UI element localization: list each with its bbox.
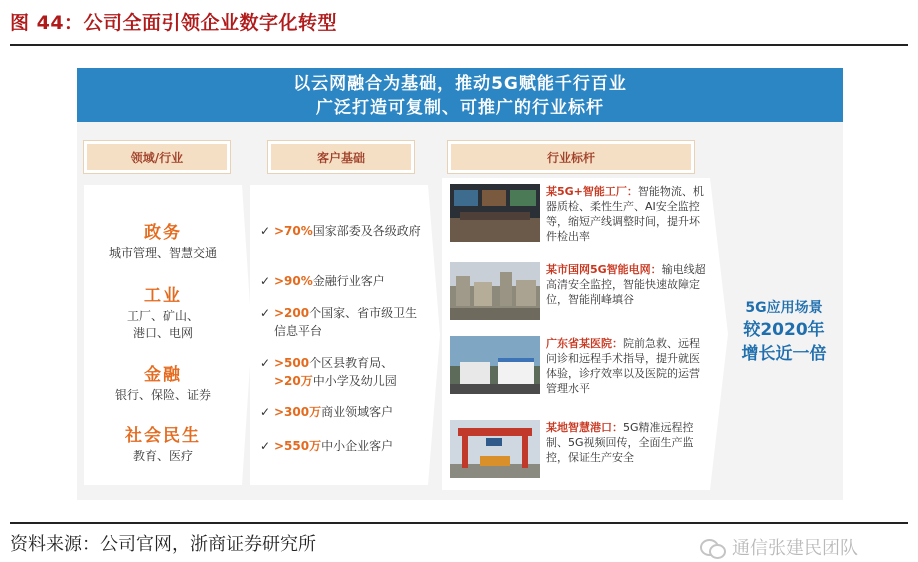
domain-desc: 银行、保险、证券 — [114, 388, 211, 402]
wechat-icon — [700, 537, 726, 557]
arrow-benchmark-to-result — [710, 178, 728, 490]
bottom-divider — [10, 522, 908, 524]
case-hospital — [450, 336, 708, 396]
domain-name: 工业 — [144, 286, 182, 306]
customer-text: 个区县教育局、 — [309, 356, 394, 370]
case-smart-port — [450, 420, 708, 480]
customer-item — [260, 272, 425, 290]
customer-item — [260, 437, 425, 455]
customer-text: 国家部委及各级政府 — [312, 224, 421, 238]
case-desc: 输电线超高清安全监控，智能快速故障定位，智能削峰填谷 — [546, 263, 706, 306]
top-divider — [10, 44, 908, 46]
domain-government — [84, 218, 242, 262]
check-icon: ✓ — [260, 439, 271, 453]
port-crane-photo — [450, 420, 540, 478]
customer-highlight: >20万 — [274, 374, 313, 388]
result-callout — [728, 298, 840, 366]
check-icon: ✓ — [260, 405, 271, 419]
case-text — [546, 420, 708, 480]
customer-item — [260, 354, 425, 390]
domain-desc: 教育、医疗 — [132, 449, 193, 463]
case-text — [546, 336, 708, 396]
case-name: 某地智慧港口： — [546, 421, 623, 434]
customer-highlight: >300万 — [274, 405, 322, 419]
case-name: 某5G+智能工厂： — [546, 185, 638, 198]
case-text — [546, 184, 708, 244]
domain-name: 社会民生 — [125, 426, 201, 446]
customer-highlight: >550万 — [274, 439, 322, 453]
check-icon: ✓ — [260, 274, 271, 288]
domain-livelihood — [84, 421, 242, 465]
banner — [77, 68, 843, 122]
check-icon: ✓ — [260, 356, 271, 370]
domain-industry — [84, 281, 242, 342]
header-customers: 客户基础 — [268, 141, 414, 173]
customer-text: 个国家、省市级卫生信息平台 — [274, 306, 418, 338]
figure-title: 图 44：公司全面引领企业数字化转型 — [10, 12, 338, 34]
watermark-text: 通信张建民团队 — [732, 538, 858, 559]
customer-item — [260, 403, 425, 421]
case-desc: 院前急救、远程问诊和远程手术指导，提升就医体验，诊疗效率以及医院的运营管理水平 — [546, 337, 700, 395]
domain-name: 金融 — [144, 365, 182, 385]
domain-name: 政务 — [144, 223, 182, 243]
source-note: 资料来源：公司官网，浙商证券研究所 — [10, 534, 316, 555]
case-name: 广东省某医院： — [546, 337, 623, 350]
result-line-3: 增长近一倍 — [741, 344, 827, 364]
case-name: 某市国网5G智能电网： — [546, 263, 662, 276]
customer-highlight: >500 — [274, 356, 310, 370]
customer-text: 中小学及幼儿园 — [312, 374, 397, 388]
factory-photo — [450, 184, 540, 242]
case-desc: 智能物流、机器质检、柔性生产、AI安全监控等，缩短产线调整时间，提升坏件检出率 — [546, 185, 704, 243]
customer-text: 金融行业客户 — [312, 274, 385, 288]
watermark — [700, 534, 858, 560]
result-line-1: 5G应用场景 — [745, 300, 823, 316]
banner-line-2: 广泛打造可复制、可推广的行业标杆 — [316, 98, 604, 118]
customer-text: 商业领域客户 — [321, 405, 394, 419]
ambulance-photo — [450, 336, 540, 394]
domain-finance — [84, 360, 242, 404]
customer-highlight: >70% — [274, 224, 313, 238]
banner-line-1: 以云网融合为基础，推动5G赋能千行百业 — [293, 74, 627, 94]
domain-desc: 工厂、矿山、 — [126, 309, 199, 323]
result-line-2: 较2020年 — [743, 320, 825, 340]
customer-item — [260, 304, 425, 340]
case-desc: 5G精准远程控制、5G视频回传，全面生产监控，保证生产安全 — [546, 421, 694, 464]
customer-text: 中小企业客户 — [321, 439, 394, 453]
arrow-customer-to-benchmark — [428, 185, 440, 485]
city-photo — [450, 262, 540, 320]
header-domains: 领域/行业 — [84, 141, 230, 173]
customer-highlight: >90% — [274, 274, 313, 288]
case-smart-grid — [450, 262, 708, 322]
header-benchmarks: 行业标杆 — [448, 141, 694, 173]
case-smart-factory — [450, 184, 708, 244]
case-text — [546, 262, 708, 322]
customer-item — [260, 222, 425, 240]
customer-highlight: >200 — [274, 306, 310, 320]
domain-desc: 港口、电网 — [132, 326, 193, 340]
domain-desc: 城市管理、智慧交通 — [108, 246, 217, 260]
check-icon: ✓ — [260, 306, 271, 320]
check-icon: ✓ — [260, 224, 271, 238]
